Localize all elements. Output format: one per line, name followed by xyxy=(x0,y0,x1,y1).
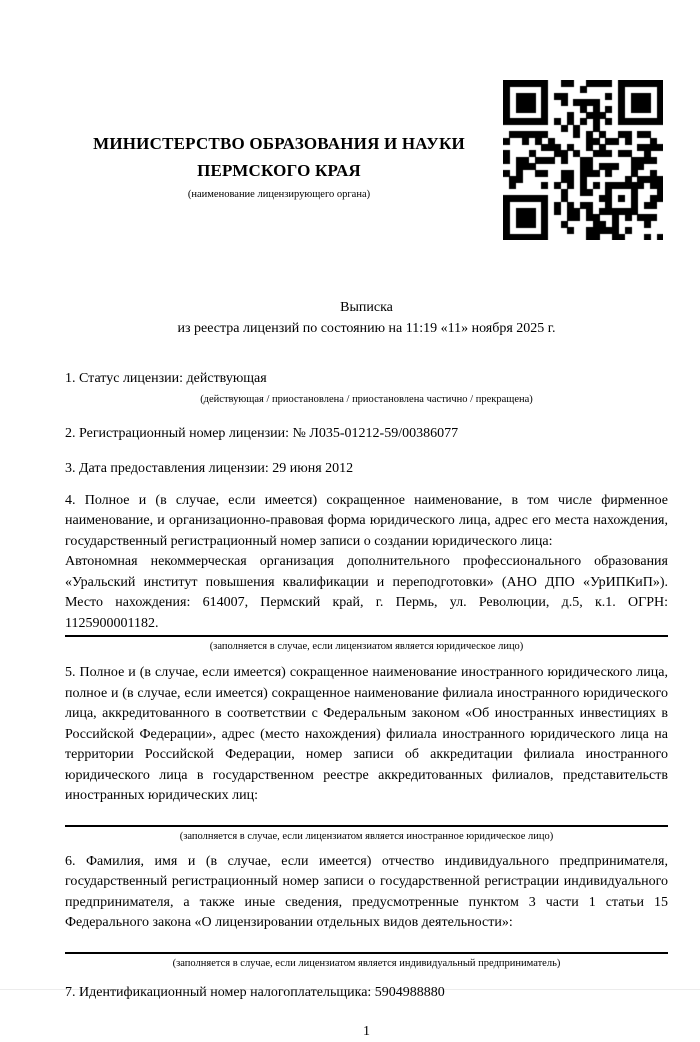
ministry-name-line1: МИНИСТЕРСТВО ОБРАЗОВАНИЯ И НАУКИ xyxy=(93,134,465,153)
item-individual-entrepreneur xyxy=(65,852,668,970)
legal-entity-value: Автономная некоммерческая организация дополнительного профессионального образования «Уральский институт повышения квалификации и переподготовки» (АНО ДПО «УрИПКиП»). Место нахождения: 614007, Пермский край, г. Пермь, ул. Революции, д.5, к.1. ОГРН: 1125900001182. xyxy=(65,552,668,637)
individual-entrepreneur-blank-field xyxy=(65,934,668,954)
legal-entity-caption: (заполняется в случае, если лицензиатом является юридическое лицо) xyxy=(209,641,524,652)
ministry-name-line2: ПЕРМСКОГО КРАЯ xyxy=(197,161,361,180)
item-license-grant-date xyxy=(65,459,668,480)
license-status-text: 1. Статус лицензии: действующая xyxy=(65,371,267,386)
license-status-caption: (действующая / приостановлена / приостановлена частично / прекращена) xyxy=(200,393,533,405)
licensing-authority-header xyxy=(65,0,493,201)
foreign-legal-entity-caption: (заполняется в случае, если лицензиатом является иностранное юридическое лицо) xyxy=(179,830,554,842)
individual-entrepreneur-label: 6. Фамилия, имя и (в случае, если имеется) отчество индивидуального предпринимателя, государственный регистрационный номер записи о государственной регистрации индивидуального предпринимателя, а также иные сведения, предусмотренные пунктом 3 части 1 статьи 15 Федерального закона «О лицензировании отдельных видов деятельности»: xyxy=(65,853,668,930)
item-legal-entity xyxy=(65,491,668,654)
legal-entity-label: 4. Полное и (в случае, если имеется) сокращенное наименование, в том числе фирменное наименование, и организационно-правовая форма юридического лица, адрес его места нахождения, государственный регистрационный номер записи о создании юридического лица: xyxy=(65,492,668,549)
document-title xyxy=(65,298,668,339)
foreign-legal-entity-label: 5. Полное и (в случае, если имеется) сокращенное наименование иностранного юридического лица, полное и (в случае, если имеется) сокращенное наименование филиала иностранного юридического лица, аккредитованного в соответствии с Федеральным законом «Об иностранных инвестициях в Российской Федерации», адрес (место нахождения) филиала иностранного юридического лица на территории Российской Федерации, номер записи об аккредитации филиала иностранного юридического лица в государственном реестре аккредитованных филиалов, представительств иностранных юридических лиц: xyxy=(65,665,668,803)
item-registration-number xyxy=(65,424,668,445)
authority-caption: (наименование лицензирующего органа) xyxy=(187,189,371,200)
individual-entrepreneur-caption: (заполняется в случае, если лицензиатом является индивидуальный предприниматель) xyxy=(172,957,561,969)
taxpayer-number-text: 7. Идентификационный номер налогоплательщика: 5904988880 xyxy=(65,984,445,1000)
document-title-line2: из реестра лицензий по состоянию на 11:19 «11» ноября 2025 г. xyxy=(177,320,556,336)
item-foreign-legal-entity xyxy=(65,663,668,843)
license-grant-date-text: 3. Дата предоставления лицензии: 29 июня 2012 xyxy=(65,461,354,476)
registration-number-text: 2. Регистрационный номер лицензии: № Л035-01212-59/00386077 xyxy=(65,425,459,441)
item-taxpayer-number xyxy=(65,983,668,1004)
foreign-legal-entity-blank-field xyxy=(65,807,668,827)
document-content xyxy=(65,0,668,1042)
document-title-line1: Выписка xyxy=(340,300,393,315)
item-license-status xyxy=(65,369,668,406)
page-number: 1 xyxy=(363,1024,370,1039)
